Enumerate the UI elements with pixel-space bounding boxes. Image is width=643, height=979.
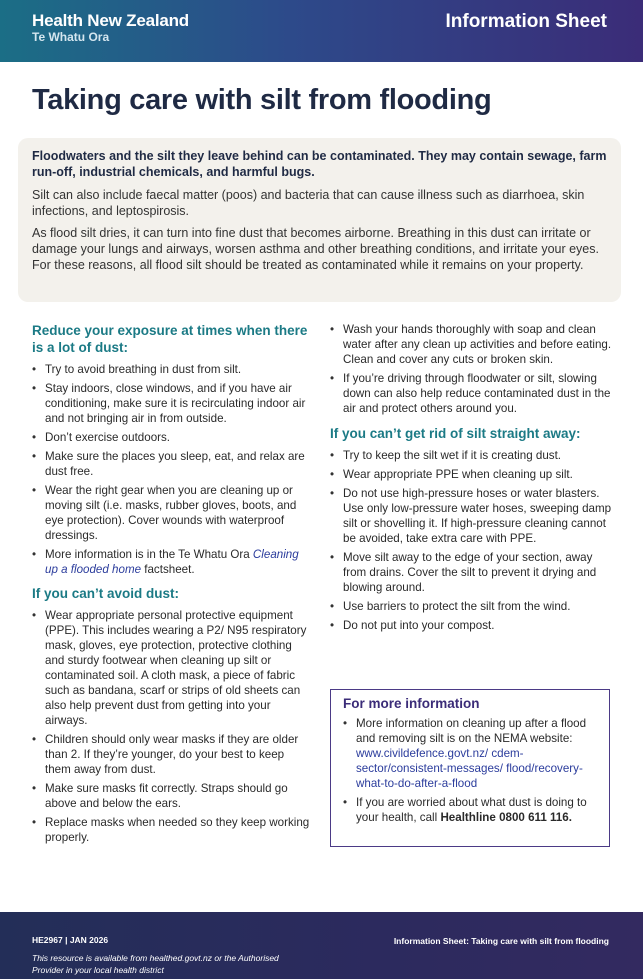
reduce-exposure-heading: Reduce your exposure at times when there is a lot of dust: (32, 323, 308, 355)
list-item (343, 795, 597, 825)
more-info-suffix: factsheet. (141, 563, 195, 576)
list-item: • Wear appropriate PPE when cleaning up silt. (330, 467, 615, 482)
list-item: • Try to keep the silt wet if it is creating dust. (330, 448, 615, 463)
intro-paragraph-1: Silt can also include faecal matter (poos) and bacteria that can cause illness such as diarrhoea, skin infections, and leptospirosis. (32, 188, 585, 218)
list-item: • Children should only wear masks if they are older than 2. If they’re younger, do your best to keep them away from dust. (32, 732, 312, 777)
intro-paragraph-2: As flood silt dries, it can turn into fine dust that becomes airborne. Breathing in this dust can irritate or damage your lungs and airways, worsen asthma and other breathing conditions, and irritate your eyes. For these reasons, all flood silt should be treated as contaminated while it remains on your property. (32, 226, 599, 272)
list-item: • Wash your hands thoroughly with soap and clean water after any clean up activities and before eating. Clean and cover any cuts or broken skin. (330, 322, 615, 367)
healthline-info-text: If you are worried about what dust is doing to your health, call (356, 796, 587, 824)
page-title: Taking care with silt from flooding (32, 84, 492, 116)
org-subtitle: Te Whatu Ora (32, 30, 110, 44)
list-item: • Make sure the places you sleep, eat, and relax are dust free. (32, 449, 312, 479)
list-item: • Replace masks when needed so they keep working properly. (32, 815, 312, 845)
org-name: Health New Zealand (32, 11, 189, 30)
footer-sheet-title: Information Sheet: Taking care with silt from flooding (393, 936, 609, 946)
resource-code: HE2967 | JAN 2026 (32, 935, 109, 945)
cant-remove-list (330, 448, 615, 633)
list-item: • Try to avoid breathing in dust from silt. (32, 362, 312, 377)
nema-info-text: More information on cleaning up after a flood and removing silt is on the NEMA website: (356, 717, 587, 745)
more-information-list (343, 716, 597, 825)
availability-note: This resource is available from healthed.govt.nz or the Authorised Provider in your local health district (32, 953, 279, 975)
more-information-heading: For more information (343, 696, 480, 711)
list-item: • Do not put into your compost. (330, 618, 615, 633)
hygiene-list (330, 322, 615, 416)
cant-avoid-list (32, 608, 312, 845)
list-item (343, 716, 597, 791)
list-item: • Use barriers to protect the silt from the wind. (330, 599, 615, 614)
list-item: • Make sure masks fit correctly. Straps should go above and below the ears. (32, 781, 312, 811)
list-item: • If you’re driving through floodwater or silt, slowing down can also help reduce contaminated dust in the air and protect others around you. (330, 371, 615, 416)
left-column (32, 322, 312, 849)
list-item: • Do not use high-pressure hoses or water blasters. Use only low-pressure water hoses, sweeping damp silt or shovelling it. If high-pressure cleaning cannot be avoided, take extra care with PPE. (330, 486, 615, 546)
page-header (0, 0, 643, 62)
list-item (32, 547, 312, 577)
more-info-prefix: More information is in the Te Whatu Ora (45, 548, 253, 561)
list-item: • Don’t exercise outdoors. (32, 430, 312, 445)
list-item: • Wear appropriate personal protective equipment (PPE). This includes wearing a P2/ N95 respiratory mask, gloves, eye protection, protective clothing and sturdy footwear when cleaning up silt or contaminated soil. A cloth mask, a piece of fabric such as bandana, scarf or strips of old sheets can also help prevent dust from getting into your airways. (32, 608, 312, 728)
cant-remove-heading: If you can’t get rid of silt straight away: (330, 426, 581, 441)
cant-avoid-heading: If you can’t avoid dust: (32, 586, 180, 601)
healthline-number: Healthline 0800 611 116. (440, 811, 572, 824)
right-column (330, 322, 615, 637)
reduce-exposure-list (32, 362, 312, 577)
intro-box (18, 138, 621, 302)
intro-lead: Floodwaters and the silt they leave behind can be contaminated. They may contain sewage, farm run-off, industrial chemicals, and harmful bugs. (32, 149, 607, 179)
civildefence-link[interactable]: www.civildefence.govt.nz/ cdem-sector/consistent-messages/ flood/recovery-what-to-do-after-a-flood (356, 747, 583, 790)
more-information-box (330, 689, 610, 847)
list-item: • Stay indoors, close windows, and if you have air conditioning, make sure it is recirculating indoor air and not bringing air in from outside. (32, 381, 312, 426)
cleaning-up-factsheet-link[interactable]: Cleaning up a flooded home (45, 548, 299, 576)
list-item: • Wear the right gear when you are cleaning up or moving silt (i.e. masks, rubber gloves, boots, and eye protection). Cover wounds with waterproof dressings. (32, 483, 312, 543)
page-footer (0, 912, 643, 979)
list-item: • Move silt away to the edge of your section, away from drains. Cover the silt to prevent it drying and blowing around. (330, 550, 615, 595)
sheet-label: Information Sheet (445, 11, 607, 32)
